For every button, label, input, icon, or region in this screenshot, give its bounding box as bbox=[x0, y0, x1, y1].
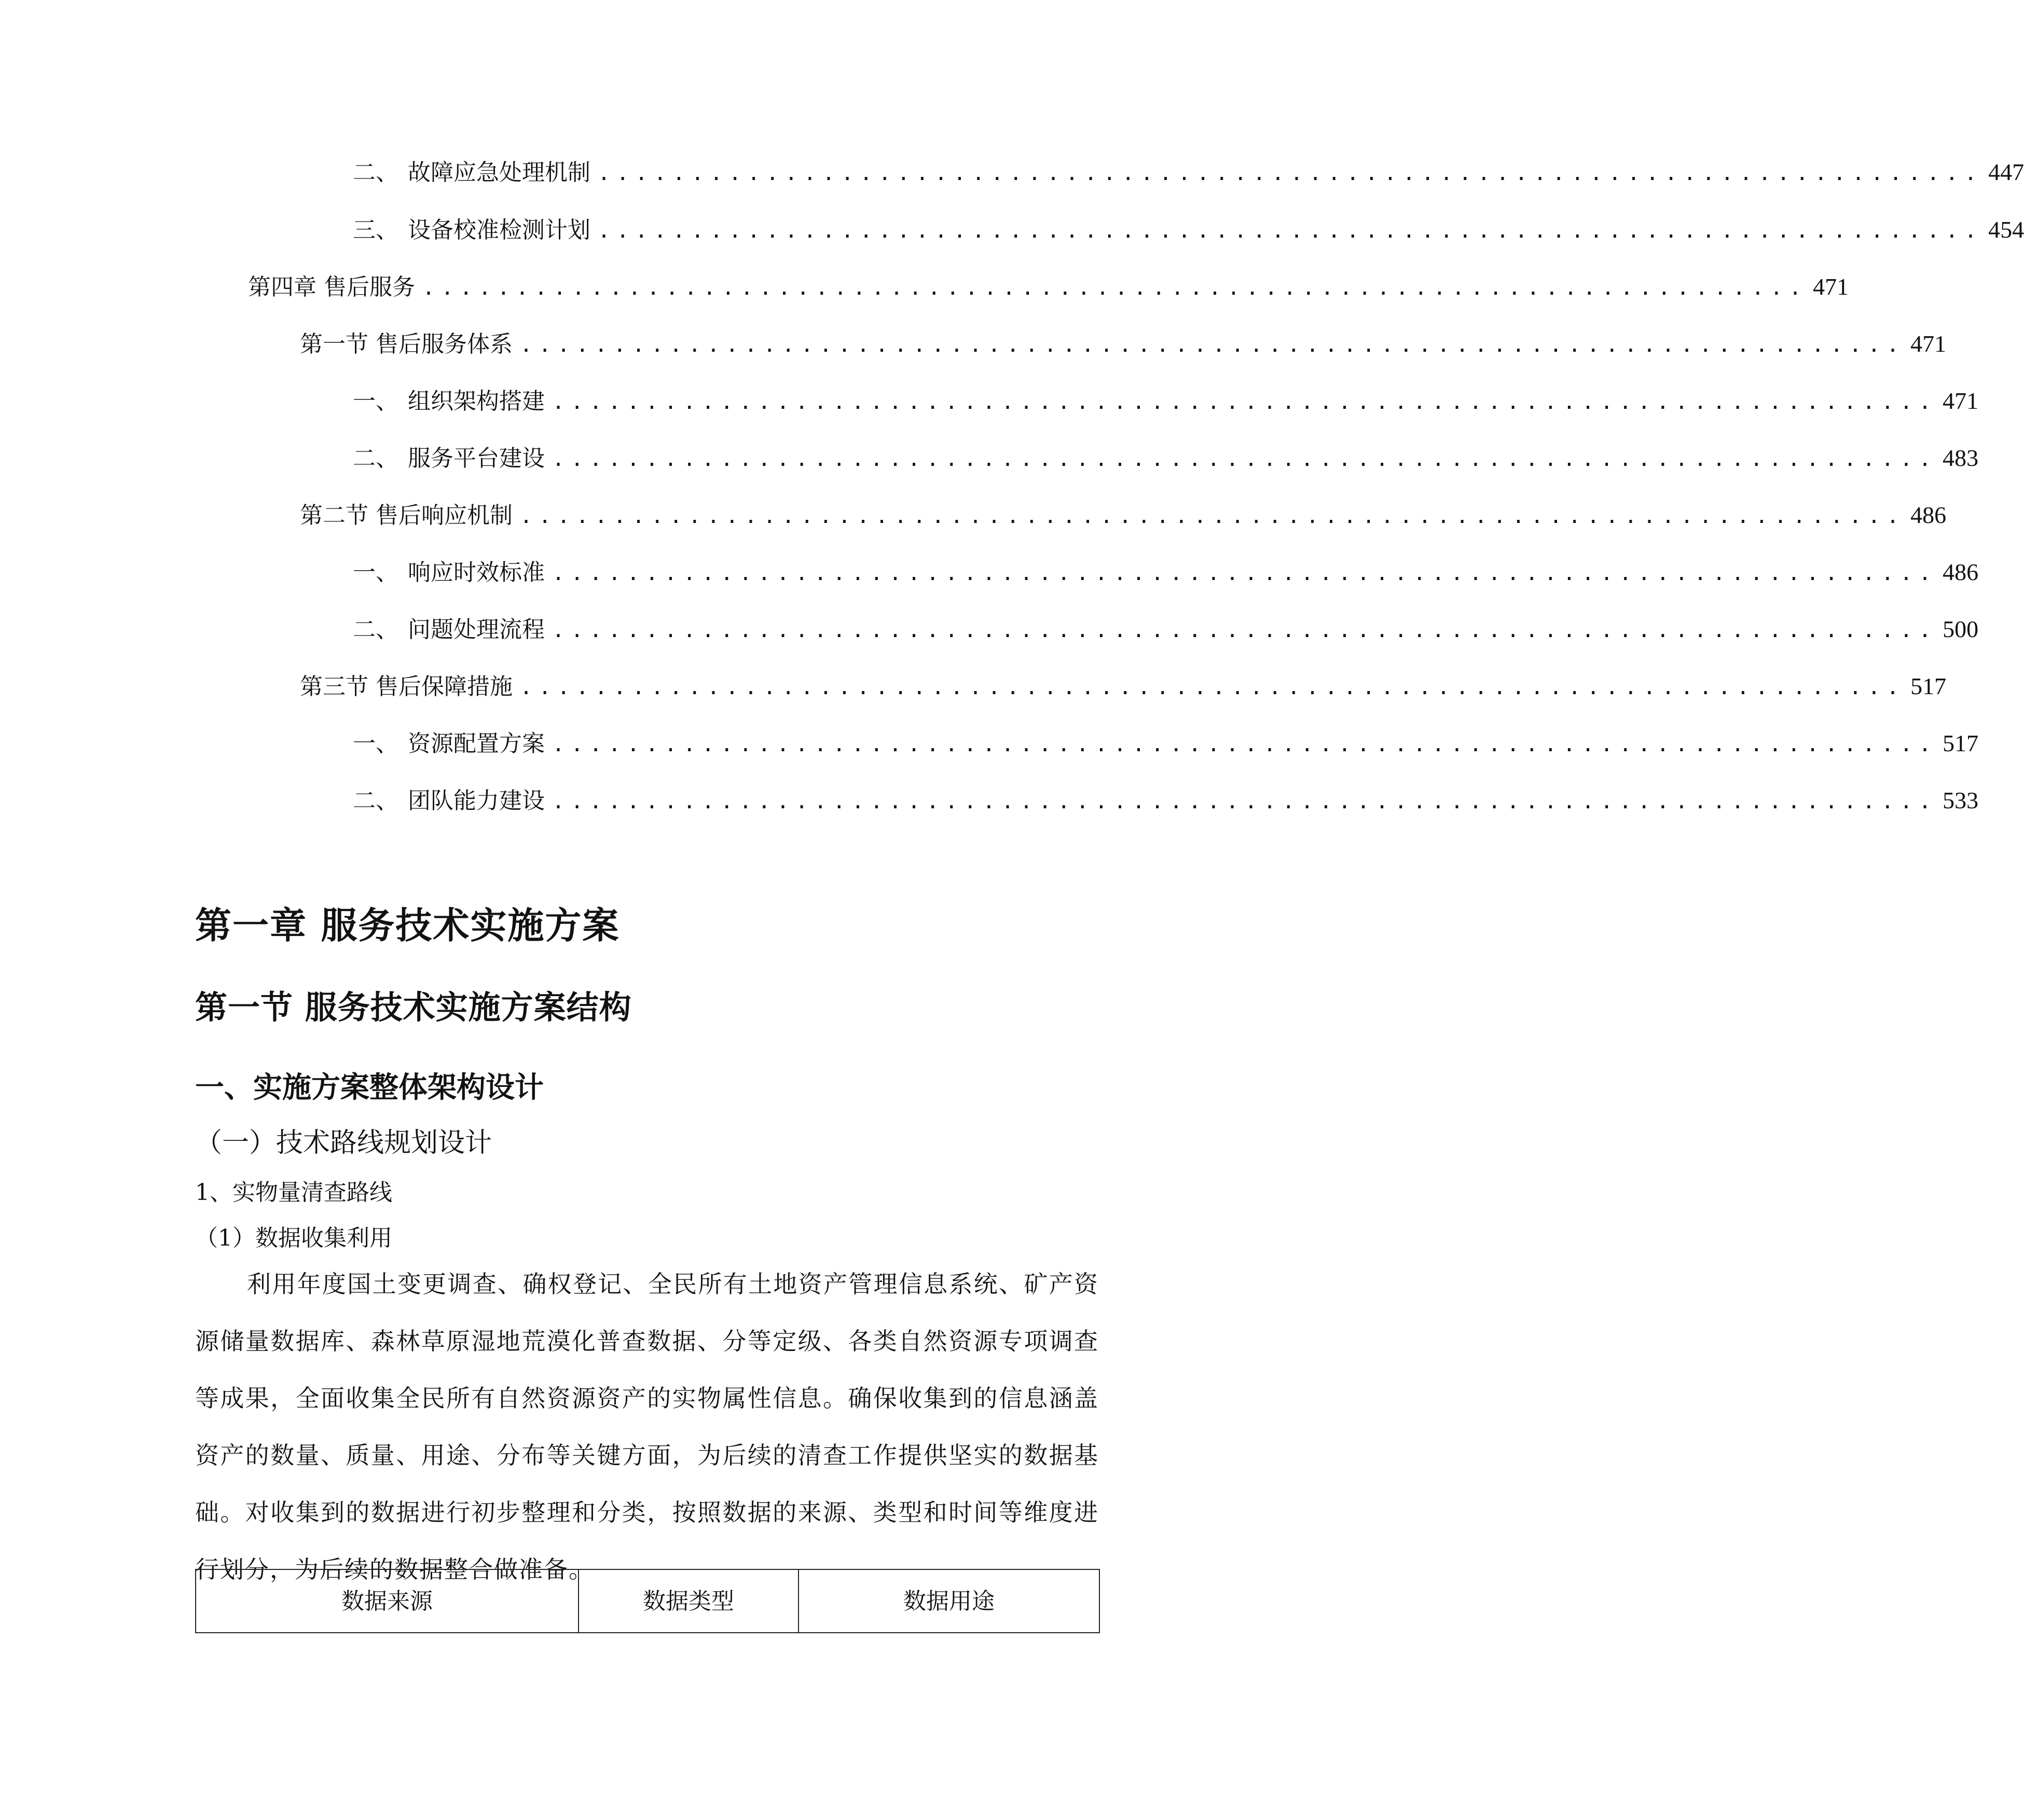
subsection-title: 一、实施方案整体架构设计 bbox=[195, 1071, 544, 1105]
toc-entry[interactable] bbox=[300, 671, 1947, 703]
toc-entry[interactable] bbox=[300, 500, 1947, 532]
body-paragraph: 利用年度国土变更调查、确权登记、全民所有土地资产管理信息系统、矿产资源储量数据库、森林草原湿地荒漠化普查数据、分等定级、各类自然资源专项调查等成果，全面收集全民所有自然资源资产的实物属性信息。确保收集到的信息涵盖资产的数量、质量、用途、分布等关键方面，为后续的清查工作提供坚实的数据基础。对收集到的数据进行初步整理和分类，按照数据的来源、类型和时间等维度进行划分，为后续的数据整合做准备。 bbox=[195, 1270, 1099, 1583]
toc-entry[interactable] bbox=[353, 443, 1979, 475]
table-header-cell: 数据来源 bbox=[196, 1569, 579, 1633]
toc-leader-dots: .......................................................................... bbox=[520, 504, 1906, 528]
toc-entry-number: 三、 bbox=[353, 217, 398, 243]
toc-leader-dots: .......................................................................... bbox=[520, 675, 1906, 699]
toc-leader-dots: .......................................................................... bbox=[520, 333, 1906, 357]
toc-leader-dots: .......................................................................... bbox=[552, 447, 1938, 471]
toc-entry-number: 一、 bbox=[353, 388, 398, 415]
table-header-cell: 数据用途 bbox=[798, 1569, 1099, 1633]
toc-entry[interactable] bbox=[353, 557, 1979, 589]
toc-entry-label: 服务平台建设 bbox=[408, 445, 545, 472]
toc-leader-dots: .......................................................................... bbox=[598, 161, 1984, 185]
table-header-row bbox=[196, 1569, 1099, 1633]
toc-leader-dots: .......................................................................... bbox=[598, 219, 1984, 243]
toc-entry-page: 533 bbox=[1943, 787, 1979, 814]
toc-entry[interactable] bbox=[353, 214, 2024, 246]
toc-entry-label: 第一节 售后服务体系 bbox=[300, 331, 513, 357]
section-title: 第一节 服务技术实施方案结构 bbox=[195, 988, 632, 1026]
chapter-title: 第一章 服务技术实施方案 bbox=[195, 904, 620, 947]
toc-entry-number: 二、 bbox=[353, 445, 398, 472]
toc-entry-number: 二、 bbox=[353, 159, 398, 186]
toc-entry[interactable] bbox=[353, 785, 1979, 817]
toc-entry[interactable] bbox=[300, 328, 1947, 361]
toc-entry-label: 响应时效标准 bbox=[408, 559, 545, 586]
table-header-cell: 数据类型 bbox=[579, 1569, 798, 1633]
subsubsection-title: （一）技术路线规划设计 bbox=[195, 1127, 492, 1159]
toc-entry[interactable] bbox=[353, 728, 1979, 760]
toc-leader-dots: .......................................................................... bbox=[552, 733, 1938, 756]
data-source-table bbox=[195, 1569, 1100, 1633]
toc-leader-dots: .......................................................................... bbox=[552, 790, 1938, 814]
toc-entry-label: 问题处理流程 bbox=[408, 616, 545, 643]
toc-entry[interactable] bbox=[248, 271, 1849, 304]
toc-entry-page: 471 bbox=[1943, 388, 1979, 414]
toc-entry[interactable] bbox=[353, 157, 2024, 189]
toc-entry-page: 454 bbox=[1988, 216, 2024, 243]
toc-entry-label: 故障应急处理机制 bbox=[408, 159, 590, 186]
toc-leader-dots: .......................................................................... bbox=[552, 618, 1938, 642]
toc-entry-label: 第三节 售后保障措施 bbox=[300, 673, 513, 700]
toc-entry-label: 设备校准检测计划 bbox=[408, 217, 590, 243]
toc-entry-number: 二、 bbox=[353, 616, 398, 643]
toc-entry[interactable] bbox=[353, 614, 1979, 646]
toc-entry-label: 团队能力建设 bbox=[408, 788, 545, 814]
toc-entry-label: 组织架构搭建 bbox=[408, 388, 545, 415]
toc-entry-page: 471 bbox=[1910, 330, 1947, 357]
toc-entry-number: 一、 bbox=[353, 559, 398, 586]
toc-entry-number: 二、 bbox=[353, 788, 398, 814]
toc-entry-number: 一、 bbox=[353, 730, 398, 757]
toc-entry-label: 资源配置方案 bbox=[408, 730, 545, 757]
toc-entry-page: 447 bbox=[1988, 159, 2024, 185]
toc-entry-page: 483 bbox=[1943, 445, 1979, 471]
toc-entry-page: 500 bbox=[1943, 616, 1979, 642]
toc-entry-label: 第四章 售后服务 bbox=[248, 274, 415, 300]
toc-entry-page: 471 bbox=[1813, 273, 1849, 300]
toc-entry-page: 486 bbox=[1910, 502, 1947, 528]
toc-entry-page: 517 bbox=[1943, 730, 1979, 756]
item-title: 1、实物量清查路线 bbox=[195, 1179, 392, 1206]
toc-entry-page: 486 bbox=[1943, 559, 1979, 585]
toc-leader-dots: .......................................................................... bbox=[552, 561, 1938, 585]
toc-entry[interactable] bbox=[353, 385, 1979, 418]
toc-leader-dots: .......................................................................... bbox=[422, 276, 1808, 300]
toc-entry-label: 第二节 售后响应机制 bbox=[300, 502, 513, 529]
toc-leader-dots: .......................................................................... bbox=[552, 390, 1938, 414]
subitem-title: （1）数据收集利用 bbox=[195, 1225, 392, 1251]
toc-entry-page: 517 bbox=[1910, 673, 1947, 699]
